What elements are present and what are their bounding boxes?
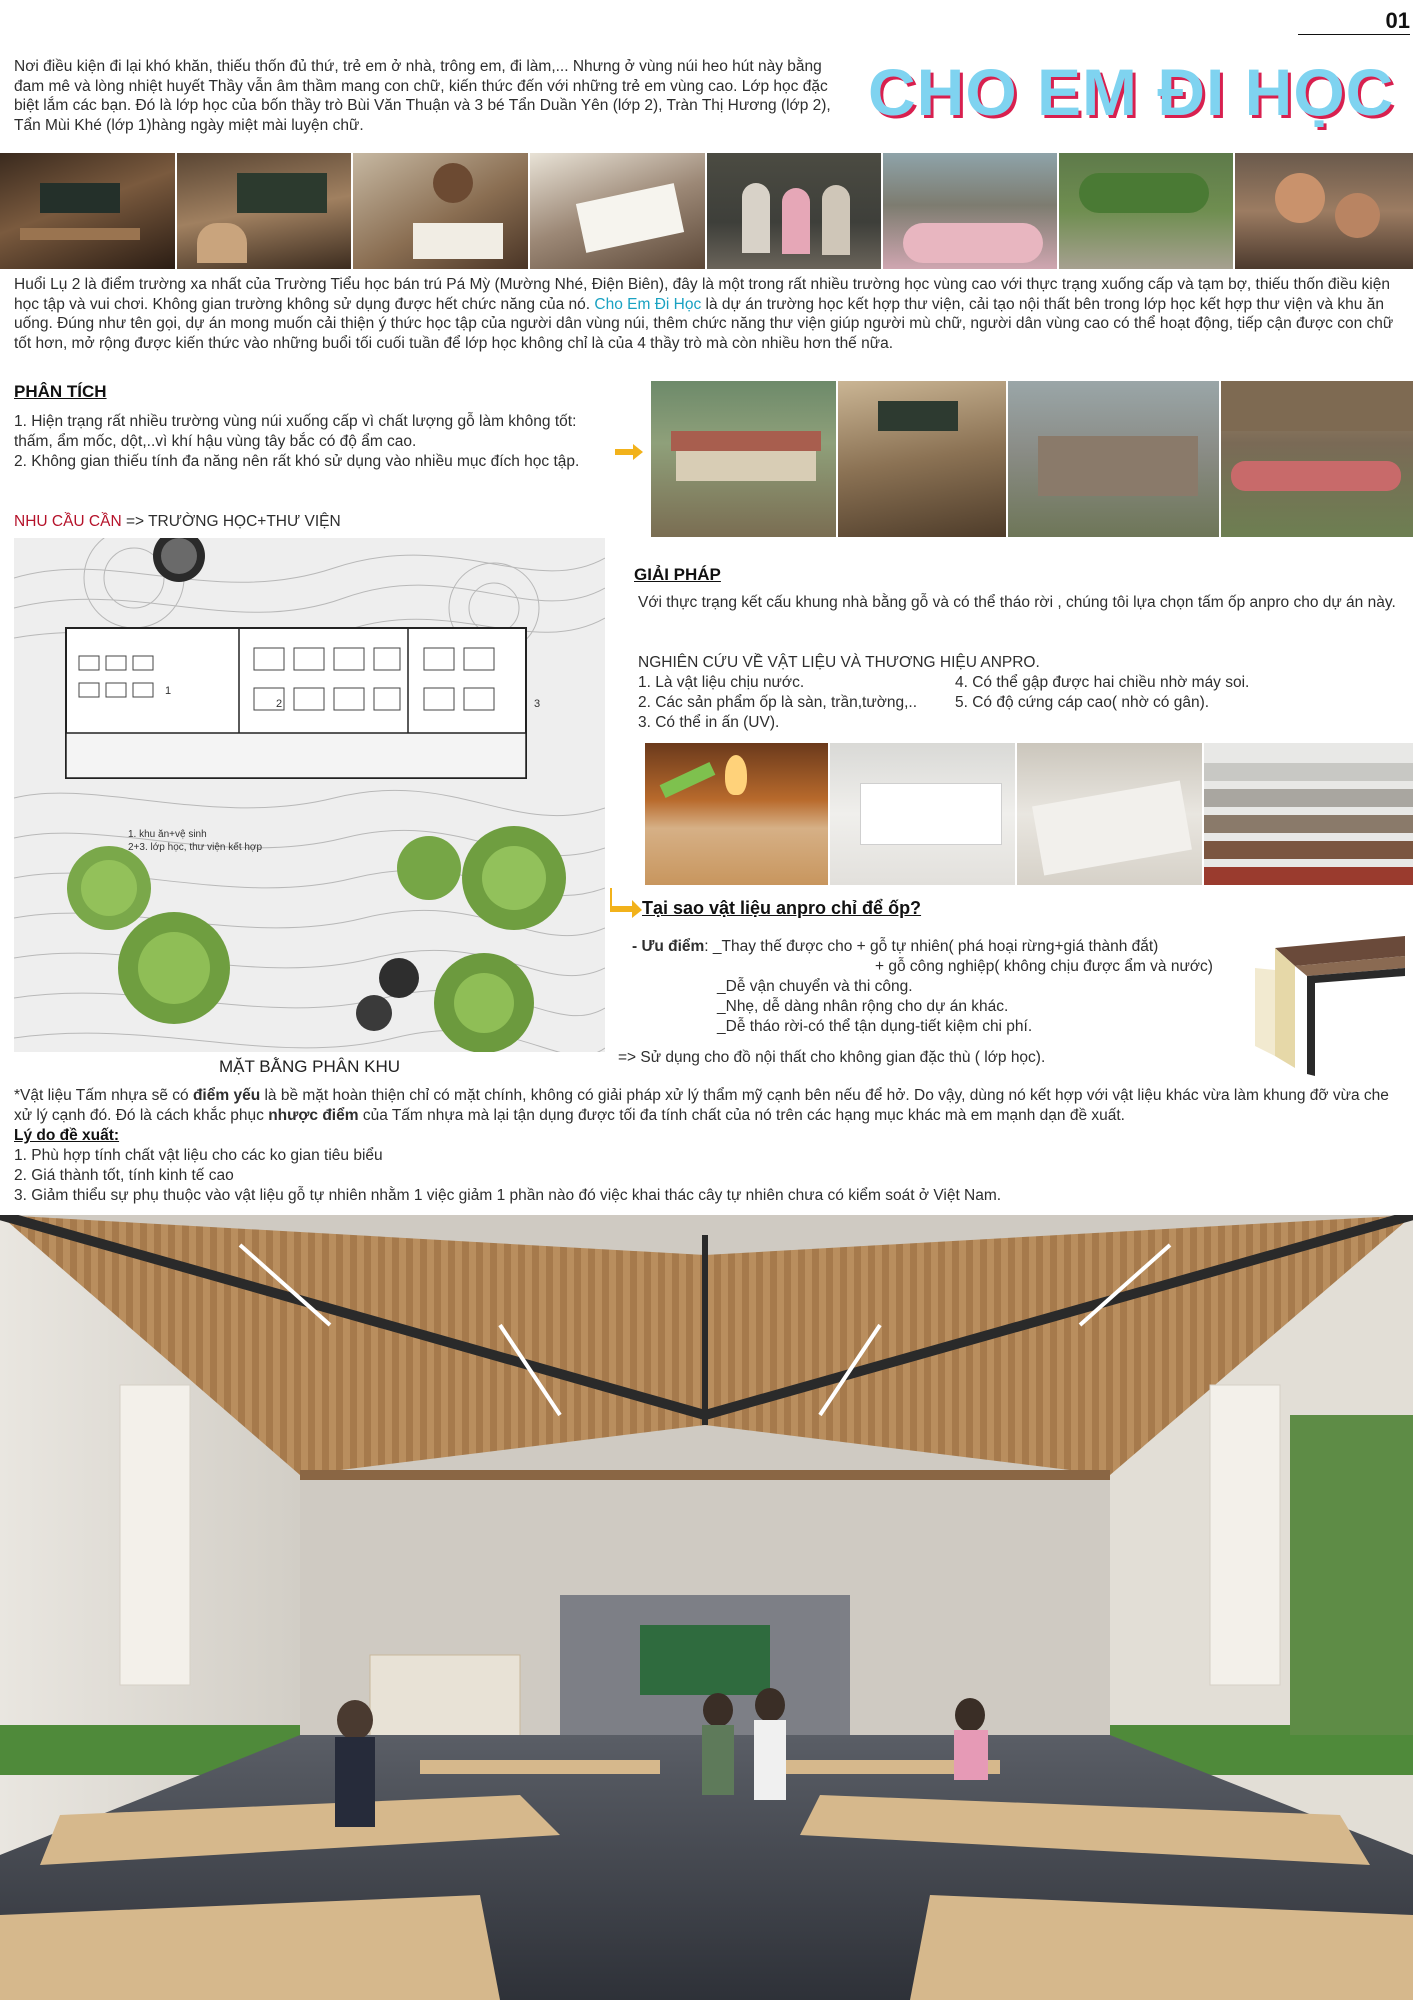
research-item-1: 1. Là vật liệu chịu nước. (638, 674, 805, 691)
plan-legend-1: 1. khu ăn+vệ sinh (128, 829, 207, 840)
note-drawback: nhược điểm (268, 1106, 359, 1124)
room-number-2: 2 (276, 698, 283, 710)
photo-children-1 (707, 153, 881, 269)
research-item-4: 4. Có thể gập được hai chiều nhờ máy soi. (955, 674, 1250, 691)
photo-panel-cut (1017, 743, 1202, 885)
note-part-3: của Tấm nhựa mà lại tận dụng được tối đa tính chất của nó trên các hạng mục khác mà em mạnh dạn đề xuất. (358, 1106, 1125, 1124)
analysis-item-1: 1. Hiện trạng rất nhiều trường vùng núi xuống cấp vì chất lượng gỗ làm không tốt: thấm, ẩm mốc, dột,..vì khí hậu vùng tây bắc có độ ẩm cao. (14, 413, 577, 450)
solution-text: Với thực trạng kết cấu khung nhà bằng gỗ và có thể tháo rời , chúng tôi lựa chọn tấm ốp anpro cho dự án này. (638, 594, 1396, 611)
advantage-3: _Nhẹ, dễ dàng nhân rộng cho dự án khác. (717, 998, 1009, 1015)
interior-render (0, 1215, 1413, 2000)
photo-children-2 (883, 153, 1057, 269)
photo-children-3 (1059, 153, 1233, 269)
needs-line (14, 512, 614, 532)
needs-label: NHU CẦU CẦN (14, 513, 122, 530)
reason-2: 2. Giá thành tốt, tính kinh tế cao (14, 1167, 234, 1184)
solution-heading: GIẢI PHÁP (634, 565, 721, 584)
photo-school-interior (838, 381, 1006, 537)
plan-legend (128, 828, 262, 854)
interior-render-drawing (0, 1215, 1413, 2000)
research-title: NGHIÊN CỨU VỀ VẬT LIỆU VÀ THƯƠNG HIỆU ANPRO. (638, 654, 1040, 671)
material-photos (645, 743, 1413, 885)
advantage-1b: + gỗ công nghiệp( không chịu được ẩm và nước) (875, 958, 1213, 975)
reasons-title: Lý do đề xuất: (14, 1127, 120, 1144)
research-item-2: 2. Các sản phẩm ốp là sàn, trần,tường,.. (638, 694, 918, 711)
photo-children-4 (1235, 153, 1413, 269)
reason-1: 1. Phù hợp tính chất vật liệu cho các ko gian tiêu biểu (14, 1147, 383, 1164)
advantage-2: _Dễ vận chuyển và thi công. (717, 978, 913, 995)
page-number: 01 (1298, 8, 1410, 35)
note-part-1: *Vật liệu Tấm nhựa sẽ có (14, 1087, 193, 1104)
site-plan-drawing (14, 538, 605, 1052)
note-paragraph (14, 1086, 1404, 1125)
description-part2: là dự án trường học kết hợp thư viện, cải tạo nội thất bên trong lớp học kết hợp thư viện và khu ăn uống. Đúng như tên gọi, dự án mong muốn cải thiện ý thức học tập của người dân vùng núi, thêm chức năng thư viện giúp người mù chữ, người dân vùng cao có thể hoạt động, tiếp cận được con chữ tốt hơn, mở rộng được kiến thức vào những buổi tối cuối tuần để lớp học không chỉ là của 4 thầy trò mà còn nhiều hơn thế nữa. (14, 295, 1394, 352)
why-conclusion: => Sử dụng cho đồ nội thất cho không gian đặc thù ( lớp học). (618, 1049, 1046, 1066)
photo-panel-samples (1204, 743, 1413, 885)
note-weakness: điểm yếu (192, 1087, 261, 1104)
photo-strip (0, 153, 1413, 269)
photo-school-exterior (651, 381, 836, 537)
research-item-5: 5. Có độ cứng cáp cao( nhờ có gân). (955, 694, 1210, 711)
plan-caption: MẶT BẰNG PHÂN KHU (218, 1057, 401, 1076)
photo-classroom-1 (0, 153, 175, 269)
arrow-right-icon (613, 442, 645, 462)
note-part-2: là bề mặt hoàn thiện chỉ có mặt chính, không có giải pháp xử lý thẩm mỹ cạnh bên nếu để hở. Do vậy, dùng nó kết hợp với vật liệu khác vừa làm khung đỡ vừa che xử lý cạnh đó. Đó là cách khắc phục (14, 1087, 1389, 1124)
arrow-curved-icon (608, 886, 644, 920)
room-number-1: 1 (165, 685, 172, 697)
photo-panel-fold (830, 743, 1015, 885)
advantages-line-1 (632, 937, 1272, 957)
photo-school-wooden (1008, 381, 1219, 537)
analysis-heading: PHÂN TÍCH (14, 382, 107, 401)
photo-fire-test (645, 743, 828, 885)
plan-legend-2: 2+3. lớp học, thư viện kết hợp (128, 842, 263, 853)
photo-students-line (1221, 381, 1413, 537)
photo-teacher (353, 153, 528, 269)
advantages-label: - Ưu điểm (632, 938, 705, 955)
photo-classroom-2 (177, 153, 351, 269)
project-description (14, 275, 1404, 353)
why-heading: Tại sao vật liệu anpro chỉ để ốp? (642, 898, 922, 918)
site-plan (14, 538, 605, 1052)
room-number-3: 3 (534, 698, 541, 710)
intro-text: Nơi điều kiện đi lại khó khăn, thiếu thốn đủ thứ, trẻ em ở nhà, trông em, đi làm,... Nhưng ở vùng núi heo hút này bằng đam mê và lòng nhiệt huyết Thầy vẫn âm thầm mang con chữ, kiến thức đến với những trẻ em vùng cao. Lớp học đặc biệt lắm các bạn. Đó là lớp học của bốn thầy trò Bùi Văn Thuận và 3 bé Tẩn Duần Yên (lớp 2), Tràn Thị Hương (lớp 2), Tẩn Mùi Khé (lớp 1)hàng ngày miệt mài luyện chữ. (14, 58, 831, 134)
advantage-1: : _Thay thế được cho + gỗ tự nhiên( phá hoại rừng+giá thành đắt) (704, 938, 1159, 955)
research-item-3: 3. Có thể in ấn (UV). (638, 714, 780, 731)
photo-writing (530, 153, 705, 269)
needs-value: => TRƯỜNG HỌC+THƯ VIỆN (121, 513, 341, 530)
project-name-highlight: Cho Em Đi Học (594, 295, 702, 313)
reason-3: 3. Giảm thiểu sự phụ thuộc vào vật liệu gỗ tự nhiên nhằm 1 việc giảm 1 phần nào đó việc khai thác cây tự nhiên chưa có kiểm soát ở Việt Nam. (14, 1187, 1002, 1204)
existing-school-photos (651, 381, 1413, 537)
advantage-4: _Dễ tháo rời-có thể tận dụng-tiết kiệm chi phí. (717, 1018, 1033, 1035)
analysis-item-2: 2. Không gian thiếu tính đa năng nên rất khó sử dụng vào nhiều mục đích học tập. (14, 453, 580, 470)
corner-panel-illustration (1255, 928, 1405, 1076)
description-part1: Huổi Lụ 2 là điểm trường xa nhất của Trường Tiểu học bán trú Pá Mỳ (Mường Nhé, Điện Biên), đây là một trong rất nhiều trường học vùng cao với thực trạng xuống cấp và tạm bợ, thiếu thốn điều kiện học tập và vui chơi. Không gian trường không sử dụng được hết chức năng của nó. (14, 276, 1390, 313)
poster-title: CHO EM ĐI HỌC (868, 55, 1395, 129)
